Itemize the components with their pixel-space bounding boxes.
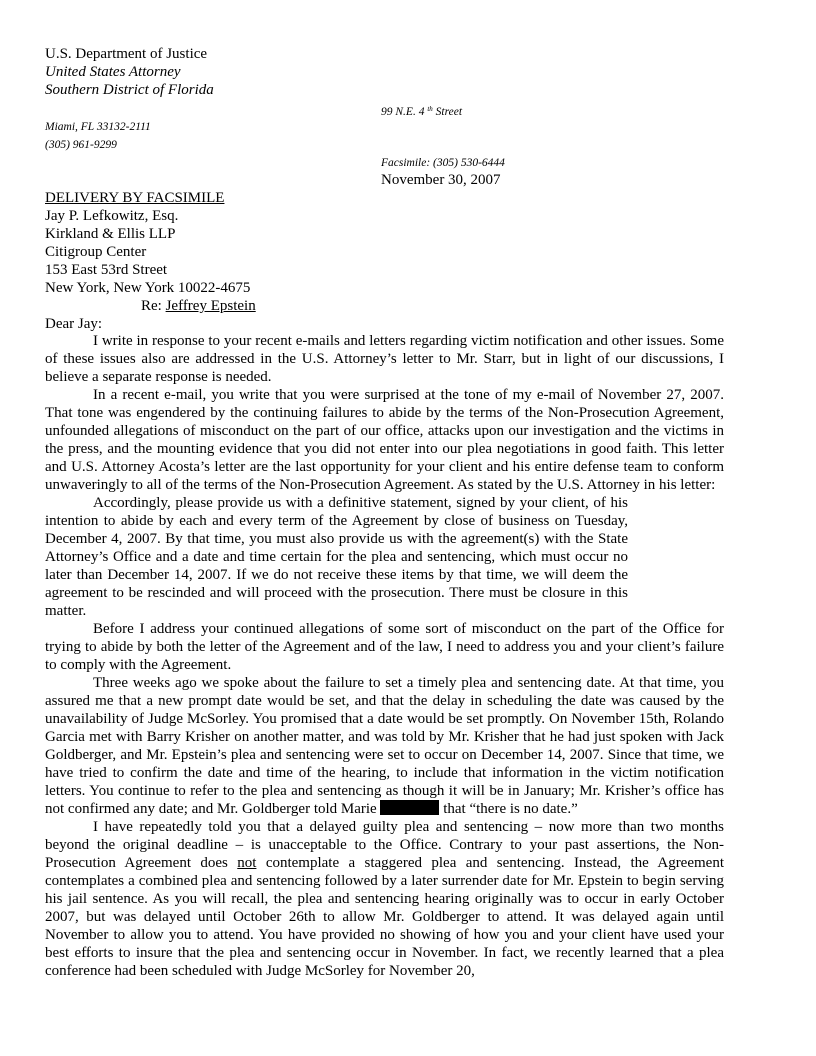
- recipient-city: New York, New York 10022-4675: [45, 280, 251, 296]
- office-name: United States Attorney: [45, 64, 181, 80]
- letter-date: November 30, 2007: [381, 172, 501, 188]
- paragraph-5-rest: contemplate a staggered plea and sentencing. Instead, the Agreement contemplates a combined plea and sentencing followed by a later surrender date for Mr. Epstein to begin serving his jail sentence. As you will recall, the plea and sentencing hearing originally was to occur in early October 2007, but was delayed until October 26th to allow Mr. Goldberger to attend. It was delayed again until November to allow you to attend. You have provided no showing of how you and your client have used your best efforts to insure that the plea and sentencing occur in November. In fact, we recently learned that a plea conference had been scheduled with Judge McSorley for November 20,: [45, 855, 724, 979]
- paragraph-4-end: that “there is no date.”: [443, 801, 578, 817]
- emphasis-not: not: [237, 855, 257, 871]
- department-name: U.S. Department of Justice: [45, 46, 208, 62]
- re-label: Re:: [141, 298, 162, 314]
- re-subject: Jeffrey Epstein: [165, 298, 256, 314]
- recipient-building: Citigroup Center: [45, 244, 147, 260]
- phone-line: (305) 961-9299: [45, 139, 117, 151]
- paragraph-5-start: I have repeatedly told you that a delayed guilty plea and sentencing – now more than two months beyond the original deadline – is unacceptable to the Office. Contrary to your past assertions, the Non-Prosecution Agreement does: [45, 819, 724, 871]
- recipient-firm: Kirkland & Ellis LLP: [45, 226, 176, 242]
- recipient-street: 153 East 53rd Street: [45, 262, 168, 278]
- paragraph-4: [45, 674, 724, 818]
- paragraph-4-text: Three weeks ago we spoke about the failure to set a timely plea and sentencing date. At that time, you assured me that a new prompt date would be set, and that the delay in scheduling the date was caused by the unavailability of Judge McSorley. You promised that a date would be set promptly. On November 15th, Rolando Garcia met with Barry Krisher on another matter, and was told by Mr. Krisher that he had just spoken with Jack Goldberger, and Mr. Epstein’s plea and sentencing were set to occur on December 14, 2007. Since that time, we have tried to confirm the date and time of the hearing, to include that information in the victim notification letters. You continue to refer to the plea and sentencing as though it will be in January; Mr. Krisher’s office has not confirmed any date; and Mr. Goldberger told Marie: [45, 675, 724, 817]
- paragraph-1: I write in response to your recent e-mails and letters regarding victim notification and other issues. Some of these issues also are addressed in the U.S. Attorney’s letter to Mr. Starr, but in light of our discussions, I believe a separate response is needed.: [45, 333, 724, 385]
- letter-body: [45, 332, 724, 980]
- street-number: 99 N.E. 4: [381, 106, 425, 118]
- redaction-block: [380, 800, 439, 815]
- district-name: Southern District of Florida: [45, 82, 214, 98]
- block-quote: Accordingly, please provide us with a definitive statement, signed by your client, of his intention to abide by each and every term of the Agreement by close of business on Tuesday, December 4, 2007. By that time, you must also provide us with the agreement(s) with the State Attorney’s Office and a date and time certain for the plea and sentencing, which must occur no later than December 14, 2007. If we do not receive these items by that time, we will deem the agreement to be rescinded and will proceed with the prosecution. There must be closure in this matter.: [45, 495, 628, 619]
- paragraph-2: In a recent e-mail, you write that you were surprised at the tone of my e-mail of November 27, 2007. That tone was engendered by the continuing failures to abide by the terms of the Non-Prosecution Agreement, unfounded allegations of misconduct on the part of our office, attacks upon our investigation and the victims in the press, and the mounting evidence that you did not enter into our plea negotiations in good faith. This letter and U.S. Attorney Acosta’s letter are the last opportunity for your client and his entire defense team to conform unwaveringly to all of the terms of the Non-Prosecution Agreement. As stated by the U.S. Attorney in his letter:: [45, 387, 724, 493]
- paragraph-3: Before I address your continued allegations of some sort of misconduct on the part of the Office for trying to abide by both the letter of the Agreement and of the law, I need to address you and your client’s failure to comply with the Agreement.: [45, 621, 724, 673]
- salutation: Dear Jay:: [45, 316, 103, 332]
- street-address: [381, 102, 462, 119]
- street-name: Street: [435, 106, 463, 118]
- recipient-name: Jay P. Lefkowitz, Esq.: [45, 208, 179, 224]
- re-line: [141, 297, 256, 315]
- paragraph-5: [45, 818, 724, 980]
- fax-line: Facsimile: (305) 530-6444: [381, 157, 505, 169]
- street-suffix: th: [427, 105, 433, 113]
- delivery-method: DELIVERY BY FACSIMILE: [45, 190, 225, 206]
- city-line: Miami, FL 33132-2111: [45, 121, 151, 133]
